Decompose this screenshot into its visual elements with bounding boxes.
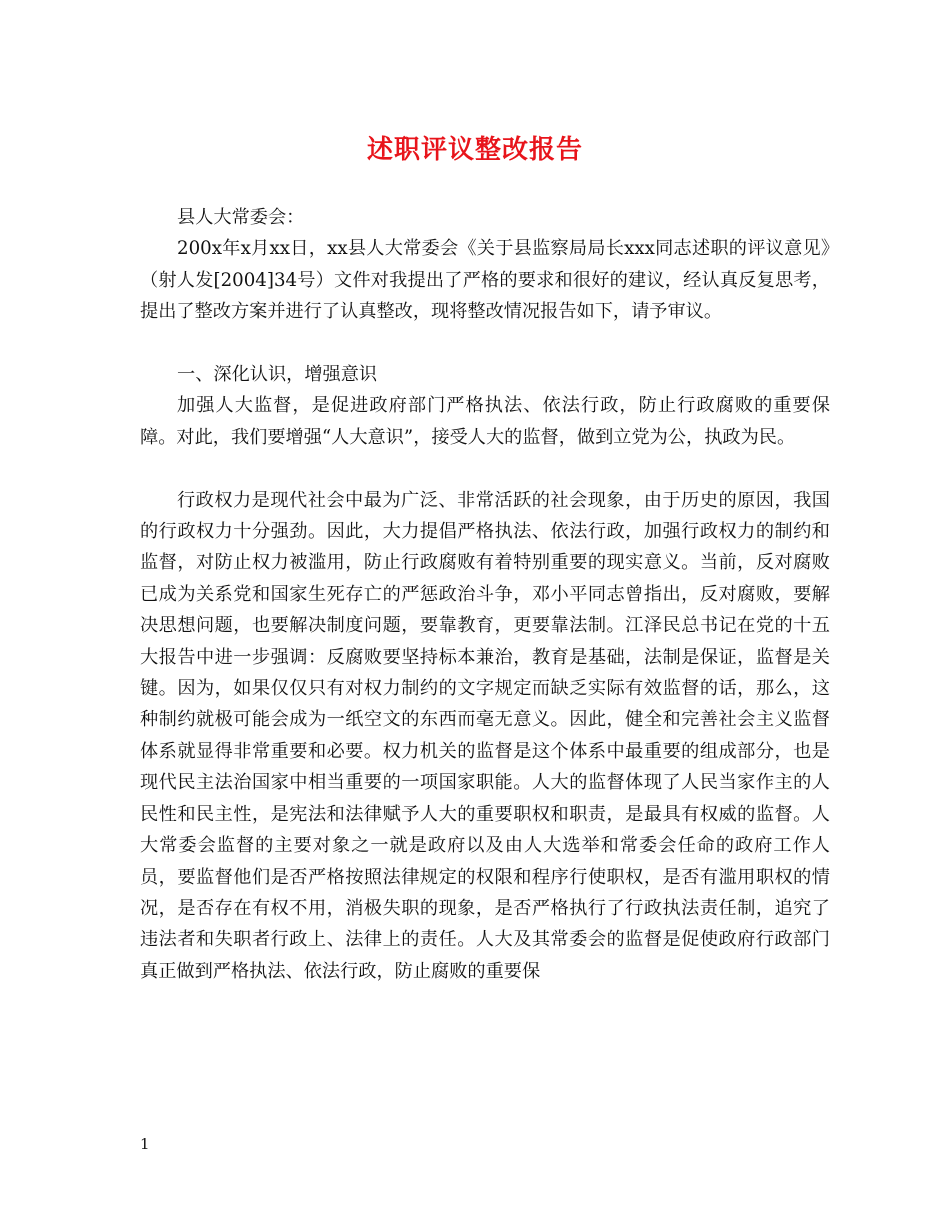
paragraph-gap <box>140 328 830 359</box>
body-paragraph: 行政权力是现代社会中最为广泛、非常活跃的社会现象，由于历史的原因，我国的行政权力十分强劲。因此，大力提倡严格执法、依法行政，加强行政权力的制约和监督，对防止权力被滥用，防止行政腐败有着特别重要的现实意义。当前，反对腐败已成为关系党和国家生死存亡的严惩政治斗争，邓小平同志曾指出，反对腐败，要解决思想问题，也要解决制度问题，要靠教育，更要靠法制。江泽民总书记在党的十五大报告中进一步强调：反腐败要坚持标本兼治，教育是基础，法制是保证，监督是关键。因为，如果仅仅只有对权力制约的文字规定而缺乏实际有效监督的话，那么，这种制约就极可能会成为一纸空文的东西而毫无意义。因此，健全和完善社会主义监督体系就显得非常重要和必要。权力机关的监督是这个体系中最重要的组成部分，也是现代民主法治国家中相当重要的一项国家职能。人大的监督体现了人民当家作主的人民性和民主性，是宪法和法律赋予人大的重要职权和职责，是最具有权威的监督。人大常委会监督的主要对象之一就是政府以及由人大选举和常委会任命的政府工作人员，要监督他们是否严格按照法律规定的权限和程序行使职权，是否有滥用职权的情况，是否存在有权不用，消极失职的现象，是否严格执行了行政执法责任制，追究了违法者和失职者行政上、法律上的责任。人大及其常委会的监督是促使政府行政部门真正做到严格执法、依法行政，防止腐败的重要保 <box>140 489 830 982</box>
paragraph-gap <box>140 453 830 484</box>
document-body <box>140 202 830 987</box>
page-number: 1 <box>140 1135 150 1153</box>
intro-paragraph: 200x年x月xx日，xx县人大常委会《关于县监察局局长xxx同志述职的评议意见》（射人发[2004]34号）文件对我提出了严格的要求和很好的建议，经认真反复思考，提出了整改方案并进行了认真整改，现将整改情况报告如下，请予审议。 <box>140 238 830 323</box>
section-heading: 一、深化认识，增强意识 <box>177 364 378 386</box>
body-paragraph: 加强人大监督，是促进政府部门严格执法、依法行政，防止行政腐败的重要保障。对此，我们要增强“人大意识”，接受人大的监督，做到立党为公，执政为民。 <box>140 395 830 448</box>
salutation: 县人大常委会： <box>177 207 305 228</box>
document-title: 述职评议整改报告 <box>366 135 583 165</box>
